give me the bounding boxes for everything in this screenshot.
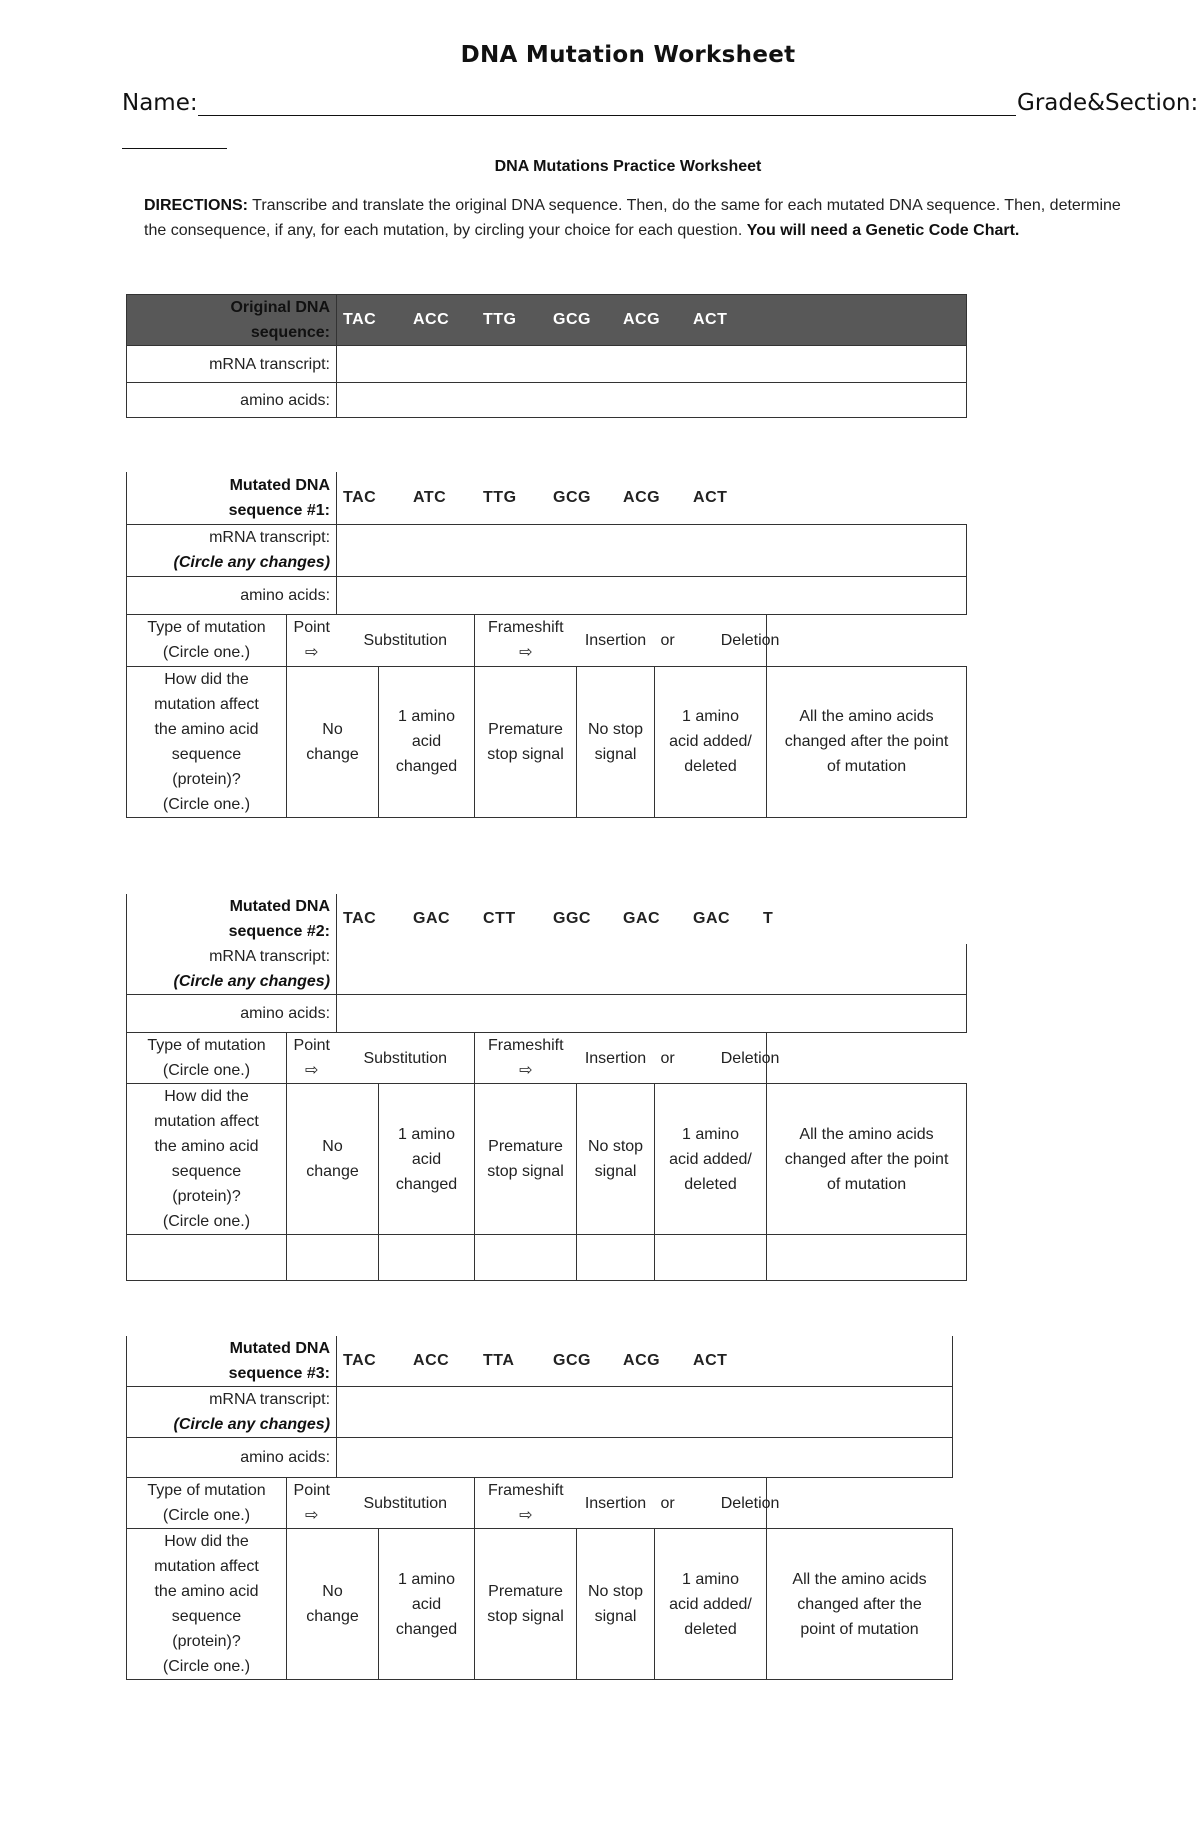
substitution-option[interactable]: Substitution: [337, 1478, 475, 1529]
codon: GGC: [553, 910, 591, 927]
premature-stop-option[interactable]: Premature stop signal: [475, 666, 577, 817]
original-mrna-row: [127, 346, 967, 383]
codon: ACG: [623, 1352, 661, 1369]
type-of-mutation-label: Type of mutation (Circle one.): [127, 614, 287, 666]
mutated-2-codons: [337, 894, 967, 944]
codon: T: [763, 910, 774, 927]
original-label: Original DNA sequence:: [127, 295, 337, 346]
point-option[interactable]: Point ⇨: [287, 614, 337, 666]
frameshift-option[interactable]: Frameshift ⇨: [475, 1033, 577, 1084]
premature-stop-option[interactable]: Premature stop signal: [475, 1529, 577, 1680]
or-or-deletion[interactable]: or Deletion: [655, 1033, 767, 1084]
codon: GAC: [693, 910, 731, 927]
directions-text: Transcribe and translate the original DNA sequence. Then, do the same for each mutated DNA sequence. Then, determine the consequence, if any, for each mutation, by circling your choice for each question.: [144, 197, 1121, 239]
amino-label: amino acids:: [127, 995, 337, 1033]
codon: TAC: [343, 488, 377, 506]
name-line: [122, 90, 1199, 122]
insertion-option[interactable]: Insertion: [577, 614, 655, 666]
mrna-label: mRNA transcript:: [127, 346, 337, 383]
no-stop-option[interactable]: No stop signal: [577, 666, 655, 817]
mutated-3-mrna-answer[interactable]: [337, 1387, 953, 1438]
directions: [144, 193, 1144, 243]
mutated-2-label: Mutated DNA sequence #2:: [127, 894, 337, 944]
mutated-1-table: [126, 472, 967, 818]
codon: TTA: [483, 1352, 515, 1369]
mutated-3-label: Mutated DNA sequence #3:: [127, 1336, 337, 1387]
how-affect-label: How did the mutation affect the amino acid sequence (protein)? (Circle one.): [127, 1084, 287, 1235]
mrna-label: mRNA transcript: (Circle any changes): [127, 1387, 337, 1438]
codon: ACG: [623, 488, 661, 506]
no-change-option[interactable]: No change: [287, 1529, 379, 1680]
worksheet-subtitle: DNA Mutations Practice Worksheet: [494, 158, 762, 175]
directions-label: DIRECTIONS:: [144, 197, 248, 214]
frameshift-option[interactable]: Frameshift ⇨: [475, 614, 577, 666]
premature-stop-option[interactable]: Premature stop signal: [475, 1084, 577, 1235]
codon: TTG: [483, 488, 517, 506]
name-blank[interactable]: [198, 115, 1016, 116]
codon: ATC: [413, 488, 447, 506]
codon: ACC: [413, 1352, 450, 1369]
amino-label: amino acids:: [127, 383, 337, 418]
codon: TAC: [343, 910, 377, 927]
original-codons: [337, 295, 967, 346]
codon: ACC: [413, 311, 450, 328]
all-changed-option[interactable]: All the amino acids changed after the point of mutation: [767, 1084, 967, 1235]
mutated-3-codons: [337, 1336, 953, 1387]
page-title: DNA Mutation Worksheet: [460, 42, 796, 68]
how-affect-label: How did the mutation affect the amino acid sequence (protein)? (Circle one.): [127, 1529, 287, 1680]
no-change-option[interactable]: No change: [287, 666, 379, 817]
no-change-option[interactable]: No change: [287, 1084, 379, 1235]
aa-added-deleted-option[interactable]: 1 amino acid added/ deleted: [655, 1529, 767, 1680]
original-amino-row: [127, 383, 967, 418]
codon: ACT: [693, 488, 728, 506]
codon: ACT: [693, 1352, 728, 1369]
empty-row: [127, 1235, 967, 1281]
directions-bold-tail: You will need a Genetic Code Chart.: [746, 222, 1020, 239]
codon: CTT: [483, 910, 516, 927]
mutated-2-mrna-answer[interactable]: [337, 944, 967, 995]
one-aa-changed-option[interactable]: 1 amino acid changed: [379, 1084, 475, 1235]
codon: GCG: [553, 1352, 591, 1369]
mutated-3-amino-answer[interactable]: [337, 1438, 953, 1478]
all-changed-option[interactable]: All the amino acids changed after the point of mutation: [767, 1529, 953, 1680]
or-or-deletion[interactable]: or Deletion: [655, 1478, 767, 1529]
how-affect-label: How did the mutation affect the amino acid sequence (protein)? (Circle one.): [127, 666, 287, 817]
substitution-option[interactable]: Substitution: [337, 614, 475, 666]
insertion-option[interactable]: Insertion: [577, 1478, 655, 1529]
codon: TAC: [343, 311, 377, 328]
or-or-deletion[interactable]: or Deletion: [655, 614, 767, 666]
amino-label: amino acids:: [127, 576, 337, 614]
aa-added-deleted-option[interactable]: 1 amino acid added/ deleted: [655, 666, 767, 817]
grade-section-label: Grade&Section:: [1017, 90, 1199, 116]
frameshift-option[interactable]: Frameshift ⇨: [475, 1478, 577, 1529]
codon: GCG: [553, 311, 591, 328]
codon: TTG: [483, 311, 517, 328]
type-of-mutation-label: Type of mutation (Circle one.): [127, 1478, 287, 1529]
one-aa-changed-option[interactable]: 1 amino acid changed: [379, 666, 475, 817]
substitution-option[interactable]: Substitution: [337, 1033, 475, 1084]
mutated-1-codons: [337, 472, 967, 524]
insertion-option[interactable]: Insertion: [577, 1033, 655, 1084]
mutated-1-label: Mutated DNA sequence #1:: [127, 472, 337, 524]
codon: ACG: [623, 311, 661, 328]
codon: TAC: [343, 1352, 377, 1369]
all-changed-option[interactable]: All the amino acids changed after the point of mutation: [767, 666, 967, 817]
aa-added-deleted-option[interactable]: 1 amino acid added/ deleted: [655, 1084, 767, 1235]
one-aa-changed-option[interactable]: 1 amino acid changed: [379, 1529, 475, 1680]
codon: GAC: [623, 910, 661, 927]
original-amino-answer[interactable]: [337, 383, 967, 418]
point-option[interactable]: Point ⇨: [287, 1033, 337, 1084]
type-of-mutation-label: Type of mutation (Circle one.): [127, 1033, 287, 1084]
no-stop-option[interactable]: No stop signal: [577, 1084, 655, 1235]
no-stop-option[interactable]: No stop signal: [577, 1529, 655, 1680]
original-sequence-table: [126, 294, 967, 418]
original-mrna-answer[interactable]: [337, 346, 967, 383]
codon: GCG: [553, 488, 591, 506]
point-option[interactable]: Point ⇨: [287, 1478, 337, 1529]
mutated-1-amino-answer[interactable]: [337, 576, 967, 614]
mutated-2-amino-answer[interactable]: [337, 995, 967, 1033]
mutated-2-table: [126, 894, 967, 1281]
codon: ACT: [693, 311, 728, 328]
name-label: Name:: [122, 90, 198, 116]
amino-label: amino acids:: [127, 1438, 337, 1478]
grade-section-blank-continued[interactable]: [122, 148, 227, 149]
mutated-1-mrna-answer[interactable]: [337, 524, 967, 576]
original-sequence-row: [127, 295, 967, 346]
mrna-label: mRNA transcript: (Circle any changes): [127, 944, 337, 995]
mrna-label: mRNA transcript: (Circle any changes): [127, 524, 337, 576]
codon: GAC: [413, 910, 451, 927]
mutated-3-table: [126, 1336, 953, 1680]
